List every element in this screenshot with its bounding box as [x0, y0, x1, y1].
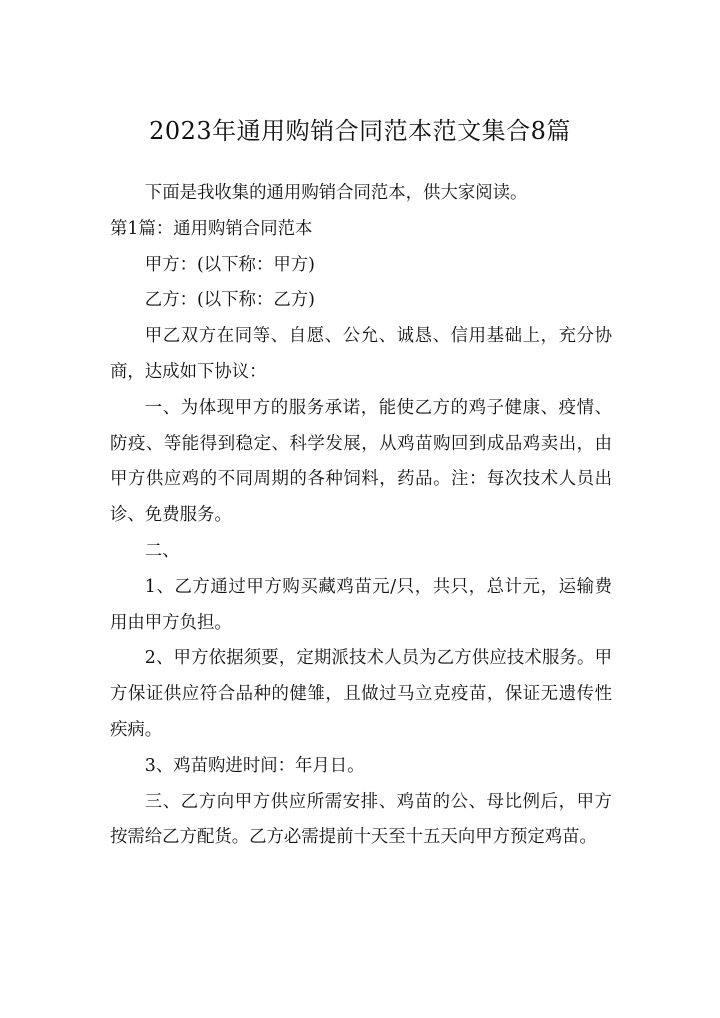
preamble-paragraph: 甲乙双方在同等、自愿、公允、诚恳、信用基础上，充分协商，达成如下协议：: [110, 326, 612, 382]
party-b-line: 乙方：(以下称：乙方): [144, 290, 315, 311]
clause-2-heading: 二、: [144, 540, 180, 561]
clause-1-paragraph: 一、为体现甲方的服务承诺，能使乙方的鸡子健康、疫情、防疫、等能得到稳定、科学发展，从鸡苗购回到成品鸡卖出，由甲方供应鸡的不同周期的各种饲料，药品。注：每次技术人员出诊、免费服务。: [110, 397, 612, 526]
clause-2-item-3: 3、鸡苗购进时间：年月日。: [144, 755, 365, 776]
intro-paragraph: 下面是我收集的通用购销合同范本，供大家阅读。: [144, 183, 528, 203]
document-body: [110, 176, 612, 856]
party-a-line: 甲方：(以下称：甲方): [144, 254, 315, 275]
clause-3-paragraph: 三、乙方向甲方供应所需安排、鸡苗的公、母比例后，甲方按需给乙方配货。乙方必需提前十天至十五天向甲方预定鸡苗。: [110, 791, 612, 848]
document-title: 2023年通用购销合同范本范文集合8篇: [149, 117, 571, 145]
clause-2-item-1: 1、乙方通过甲方购买藏鸡苗元/只，共只，总计元，运输费用由甲方负担。: [110, 576, 612, 633]
section-heading: 第1篇：通用购销合同范本: [110, 218, 313, 239]
clause-2-item-2: 2、甲方依据须要，定期派技术人员为乙方供应技术服务。甲方保证供应符合品种的健雏，且做过马立克疫苗，保证无遗传性疾病。: [110, 648, 612, 740]
